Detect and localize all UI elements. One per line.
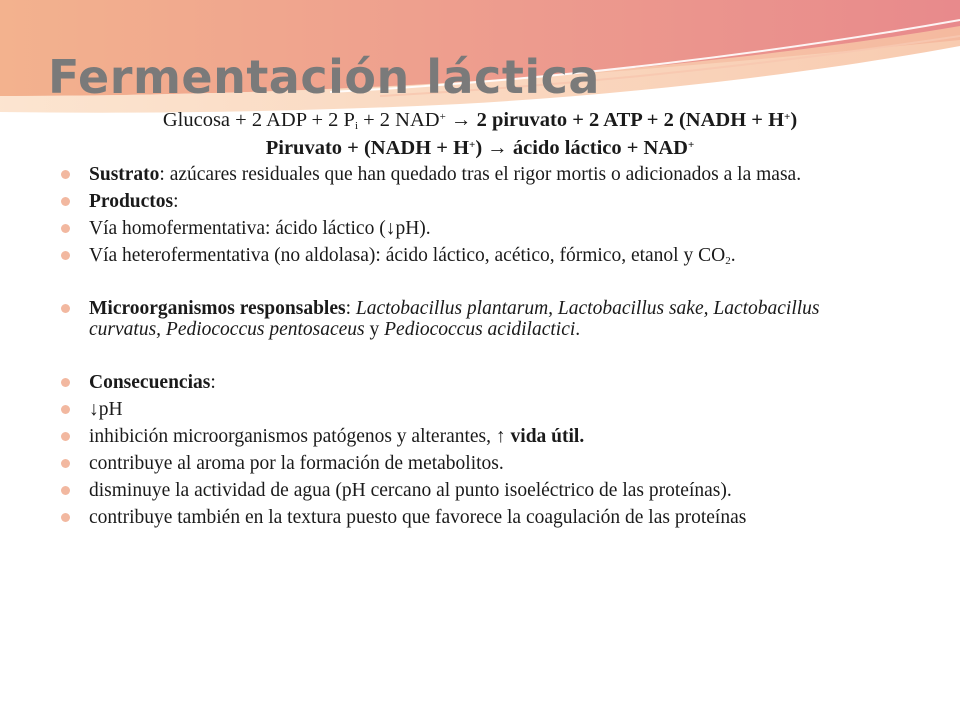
eq2-products: ) → ácido láctico + NAD	[475, 137, 688, 159]
list-item-ph	[58, 399, 888, 420]
spacer	[58, 346, 888, 372]
micro-species: Lactobacillus plantarum, Lactobacillus sake, Lactobacillus curvatus, Pediococcus pentosaceus	[89, 298, 820, 340]
bullet-dot	[61, 405, 70, 414]
bullet-dot	[61, 432, 70, 441]
bullet-dot	[61, 378, 70, 387]
productos-label: Productos	[89, 191, 174, 212]
bullet-dot	[61, 170, 70, 179]
bullet-dot	[61, 197, 70, 206]
list-item-aroma	[58, 453, 888, 474]
list-item-productos	[58, 191, 888, 212]
micro-label: Microorganismos responsables	[89, 298, 346, 319]
consec-label: Consecuencias	[89, 372, 211, 393]
eq1-sub-i: i	[354, 120, 358, 132]
bullet-dot	[61, 304, 70, 313]
list-item-inhibicion	[58, 426, 888, 447]
bullet-dot	[61, 459, 70, 468]
eq1-reactants: Glucosa + 2 ADP + 2 P	[162, 109, 355, 131]
eq2-sup-plus: +	[469, 139, 476, 151]
eq1-sup-plus-2: +	[784, 111, 791, 123]
eq1-close: )	[790, 109, 798, 131]
list-item-homofermentativa	[58, 218, 888, 239]
equation-glycolysis	[0, 107, 960, 133]
list-item-agua	[58, 480, 888, 501]
equation-lactate	[0, 135, 960, 161]
productos-colon: :	[173, 191, 179, 212]
hetero-end: .	[730, 245, 736, 266]
agua-text: disminuye la actividad de agua (pH cercano al punto isoeléctrico de las proteínas).	[89, 480, 732, 501]
list-item-textura	[58, 507, 888, 528]
textura-text: contribuye también en la textura puesto que favorece la coagulación de las proteínas	[89, 507, 747, 528]
bullet-dot	[61, 513, 70, 522]
hetero-text: Vía heterofermentativa (no aldolasa): ácido láctico, acético, fórmico, etanol y CO	[89, 245, 726, 266]
eq2-sup-plus-2: +	[687, 139, 695, 151]
bullet-dot	[61, 486, 70, 495]
list-item-consecuencias	[58, 372, 888, 393]
list-item-microorganismos	[58, 298, 888, 340]
spacer	[58, 272, 888, 298]
aroma-text: contribuye al aroma por la formación de metabolitos.	[89, 453, 504, 474]
micro-end: .	[575, 319, 581, 340]
homo-text: Vía homofermentativa: ácido láctico (↓pH).	[89, 218, 431, 239]
micro-colon: :	[345, 298, 356, 319]
bullet-list	[58, 164, 888, 534]
sustrato-text: : azúcares residuales que han quedado tras el rigor mortis o adicionados a la masa.	[159, 164, 802, 185]
eq2-reactants: Piruvato + (NADH + H	[265, 137, 470, 159]
sustrato-label: Sustrato	[89, 164, 160, 185]
inhib-text: inhibición microorganismos patógenos y alterantes, ↑	[89, 426, 511, 447]
slide-title: Fermentación láctica	[48, 50, 600, 104]
bullet-dot	[61, 224, 70, 233]
consec-colon: :	[210, 372, 216, 393]
eq1-arrow: →	[445, 109, 477, 131]
micro-last: Pediococcus acidilactici	[384, 319, 576, 340]
list-item-sustrato	[58, 164, 888, 185]
list-item-heterofermentativa	[58, 245, 888, 266]
eq1-sup-plus: +	[439, 111, 446, 123]
hetero-sub-2: 2	[725, 255, 731, 267]
eq1-nad: + 2 NAD	[358, 109, 440, 131]
bullet-dot	[61, 251, 70, 260]
eq1-products: 2 piruvato + 2 ATP + 2 (NADH + H	[476, 109, 785, 131]
inhib-bold: vida útil.	[510, 426, 585, 447]
ph-text: ↓pH	[89, 399, 123, 420]
micro-y: y	[364, 319, 385, 340]
